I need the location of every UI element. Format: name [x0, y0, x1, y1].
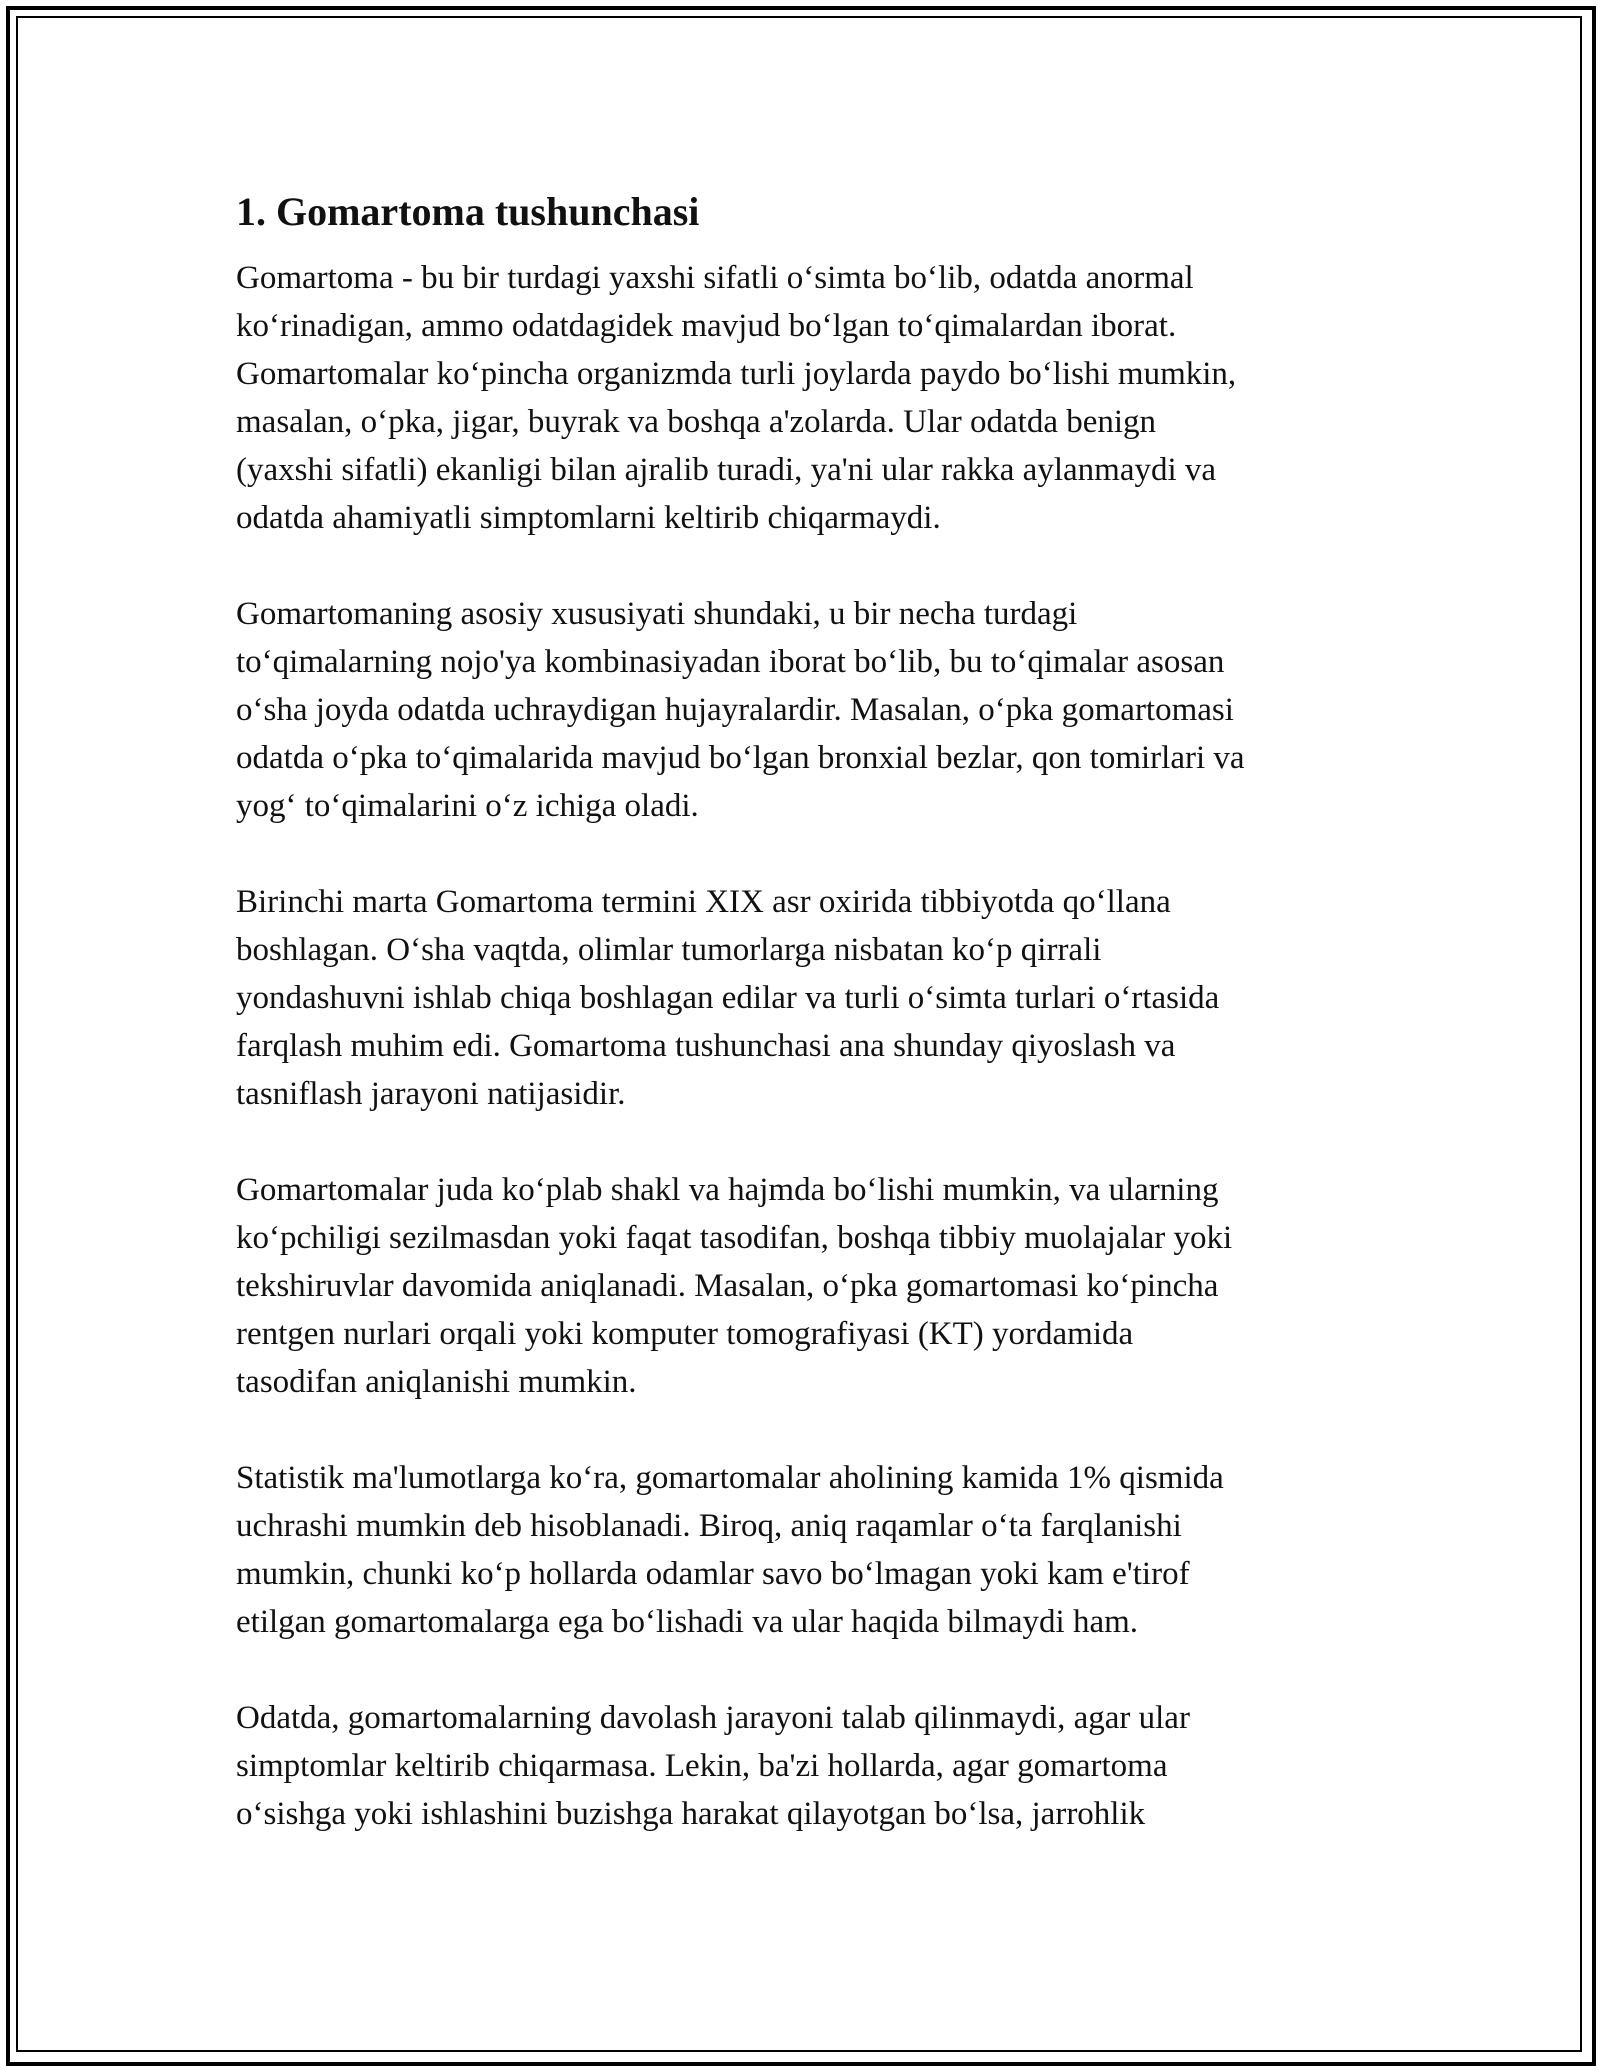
- text-line: boshlagan. O‘sha vaqtda, olimlar tumorlarga nisbatan ko‘p qirrali: [236, 932, 1102, 968]
- text-line: yog‘ to‘qimalarini o‘z ichiga oladi.: [236, 788, 699, 824]
- text-line: ko‘rinadigan, ammo odatdagidek mavjud bo‘lgan to‘qimalardan iborat.: [236, 308, 1177, 344]
- text-line: (yaxshi sifatli) ekanligi bilan ajralib turadi, ya'ni ular rakka aylanmaydi va: [236, 452, 1217, 488]
- text-line: to‘qimalarning nojo'ya kombinasiyadan iborat bo‘lib, bu to‘qimalar asosan: [236, 644, 1225, 680]
- text-line: farqlash muhim edi. Gomartoma tushunchasi ana shunday qiyoslash va: [236, 1028, 1176, 1064]
- text-line: rentgen nurlari orqali yoki komputer tomografiyasi (KT) yordamida: [236, 1316, 1134, 1352]
- text-line: Birinchi marta Gomartoma termini XIX asr oxirida tibbiyotda qo‘llana: [236, 884, 1171, 920]
- text-line: uchrashi mumkin deb hisoblanadi. Biroq, aniq raqamlar o‘ta farqlanishi: [236, 1508, 1182, 1544]
- text-line: Gomartoma - bu bir turdagi yaxshi sifatli o‘simta bo‘lib, odatda anormal: [236, 260, 1194, 296]
- document-body: [236, 186, 1366, 1886]
- section-heading: 1. Gomartoma tushunchasi: [236, 189, 700, 234]
- text-line: odatda ahamiyatli simptomlarni keltirib chiqarmaydi.: [236, 500, 941, 536]
- paragraph-4: [236, 1166, 1366, 1406]
- text-line: simptomlar keltirib chiqarmasa. Lekin, ba'zi hollarda, agar gomartoma: [236, 1748, 1168, 1784]
- text-line: tasodifan aniqlanishi mumkin.: [236, 1364, 637, 1400]
- text-line: Gomartomalar ko‘pincha organizmda turli joylarda paydo bo‘lishi mumkin,: [236, 356, 1237, 392]
- text-line: tasniflash jarayoni natijasidir.: [236, 1076, 626, 1112]
- paragraph-2: [236, 590, 1366, 830]
- text-line: Gomartomaning asosiy xususiyati shundaki, u bir necha turdagi: [236, 596, 1078, 632]
- text-line: masalan, o‘pka, jigar, buyrak va boshqa a'zolarda. Ular odatda benign: [236, 404, 1157, 440]
- text-line: yondashuvni ishlab chiqa boshlagan edilar va turli o‘simta turlari o‘rtasida: [236, 980, 1220, 1016]
- text-line: ko‘pchiligi sezilmasdan yoki faqat tasodifan, boshqa tibbiy muolajalar yoki: [236, 1220, 1233, 1256]
- text-line: Gomartomalar juda ko‘plab shakl va hajmda bo‘lishi mumkin, va ularning: [236, 1172, 1219, 1208]
- paragraph-3: [236, 878, 1366, 1118]
- text-line: tekshiruvlar davomida aniqlanadi. Masalan, o‘pka gomartomasi ko‘pincha: [236, 1268, 1219, 1304]
- text-line: o‘sishga yoki ishlashini buzishga harakat qilayotgan bo‘lsa, jarrohlik: [236, 1796, 1146, 1832]
- text-line: etilgan gomartomalarga ega bo‘lishadi va ular haqida bilmaydi ham.: [236, 1604, 1139, 1640]
- paragraph-6: [236, 1694, 1366, 1838]
- text-line: mumkin, chunki ko‘p hollarda odamlar savo bo‘lmagan yoki kam e'tirof: [236, 1556, 1190, 1592]
- text-line: o‘sha joyda odatda uchraydigan hujayralardir. Masalan, o‘pka gomartomasi: [236, 692, 1234, 728]
- text-line: odatda o‘pka to‘qimalarida mavjud bo‘lgan bronxial bezlar, qon tomirlari va: [236, 740, 1245, 776]
- text-line: Statistik ma'lumotlarga ko‘ra, gomartomalar aholining kamida 1% qismida: [236, 1460, 1224, 1496]
- paragraph-1: [236, 254, 1366, 542]
- text-line: Odatda, gomartomalarning davolash jarayoni talab qilinmaydi, agar ular: [236, 1700, 1190, 1736]
- paragraph-5: [236, 1454, 1366, 1646]
